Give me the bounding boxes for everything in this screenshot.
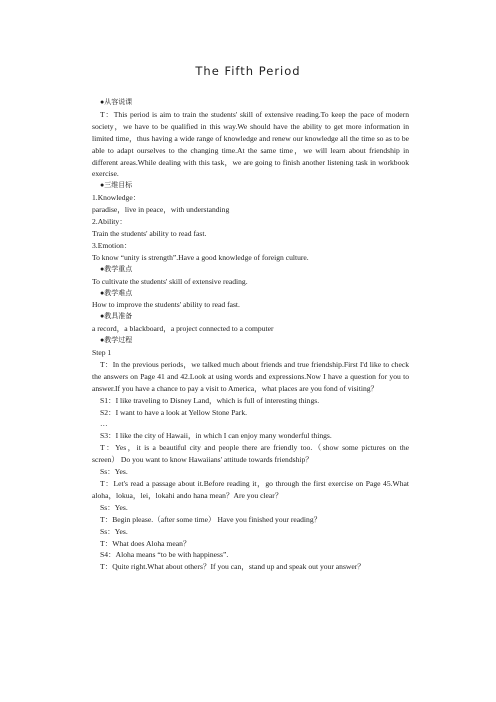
section-heading: ●教具准备 (100, 312, 133, 321)
dialogue-line: T：Let's read a passage about it.Before reading it，go through the first exercise on Page 45.What aloha，lokua，lei，lokahi ando hana mean？Are you clear？ (92, 479, 409, 500)
goal-label: 3.Emotion： (92, 240, 132, 250)
paragraph: a record，a blackboard，a project connected to a computer (92, 324, 274, 334)
dialogue-line: S1：I like traveling to Disney Land，which is full of interesting things. (100, 395, 320, 405)
section-heading: ●教学过程 (100, 336, 133, 345)
dialogue-line: T：Quite right.What about others？If you can，stand up and speak out your answer？ (100, 562, 365, 572)
dialogue-line: T：What does Aloha mean？ (100, 538, 191, 548)
step-label: Step 1 (92, 348, 112, 358)
paragraph: T：This period is aim to train the students' skill of extensive reading.To keep the pace of modern society，we have to be qualified in this way.We should have the ability to get more information in limited time，thus having a wide range of knowledge and renew our knowledge all the time so as to be able to adapt ourselves to the changing time.At the same time，we will learn about friendship in different areas.While dealing with this task，we are going to finish another listening task in workbook exercise. (92, 109, 409, 179)
dialogue-line: T：Yes，it is a beautiful city and people there are friendly too.（show some pictures on the screen） Do you want to know Hawaiians' attitude towards friendship？ (92, 443, 409, 465)
dialogue-line: Ss：Yes. (100, 526, 128, 536)
section-heading: ●从容说课 (100, 98, 133, 106)
dialogue-line: T：In the previous periods，we talked much about friends and true friendship.First I'd like to check the answers on Page 41 and 42.Look at using words and expressions.Now I have a question for you to answer.If you have a chance to pay a visit to America，what places are you fond of visiting？ (92, 359, 409, 393)
dialogue-line: T：Begin please.（after some time） Have you finished your reading？ (100, 514, 322, 524)
document-body (92, 97, 409, 573)
paragraph: To cultivate the students' skill of extensive reading. (92, 276, 248, 286)
dialogue-line: S3：I like the city of Hawaii，in which I can enjoy many wonderful things. (100, 431, 332, 441)
section-heading: ●三维目标 (100, 181, 133, 190)
goal-text: Train the students' ability to read fast. (92, 228, 207, 238)
dialogue-line: Ss：Yes. (100, 467, 128, 477)
page-title: The Fifth Period (195, 64, 301, 78)
dialogue-line: S4：Aloha means “to be with happiness”. (100, 550, 229, 560)
dialogue-line: … (100, 419, 108, 429)
dialogue-line: Ss：Yes. (100, 502, 128, 512)
section-heading: ●教学重点 (100, 264, 133, 273)
section-heading: ●教学难点 (100, 288, 133, 297)
goal-label: 1.Knowledge： (92, 193, 141, 203)
dialogue-line: S2：I want to have a look at Yellow Stone Park. (100, 407, 248, 417)
goal-label: 2.Ability： (92, 217, 127, 227)
paragraph: How to improve the students' ability to read fast. (92, 300, 240, 310)
goal-text: paradise，live in peace，with understanding (92, 205, 230, 215)
goal-text: To know “unity is strength”.Have a good knowledge of foreign culture. (92, 252, 309, 262)
